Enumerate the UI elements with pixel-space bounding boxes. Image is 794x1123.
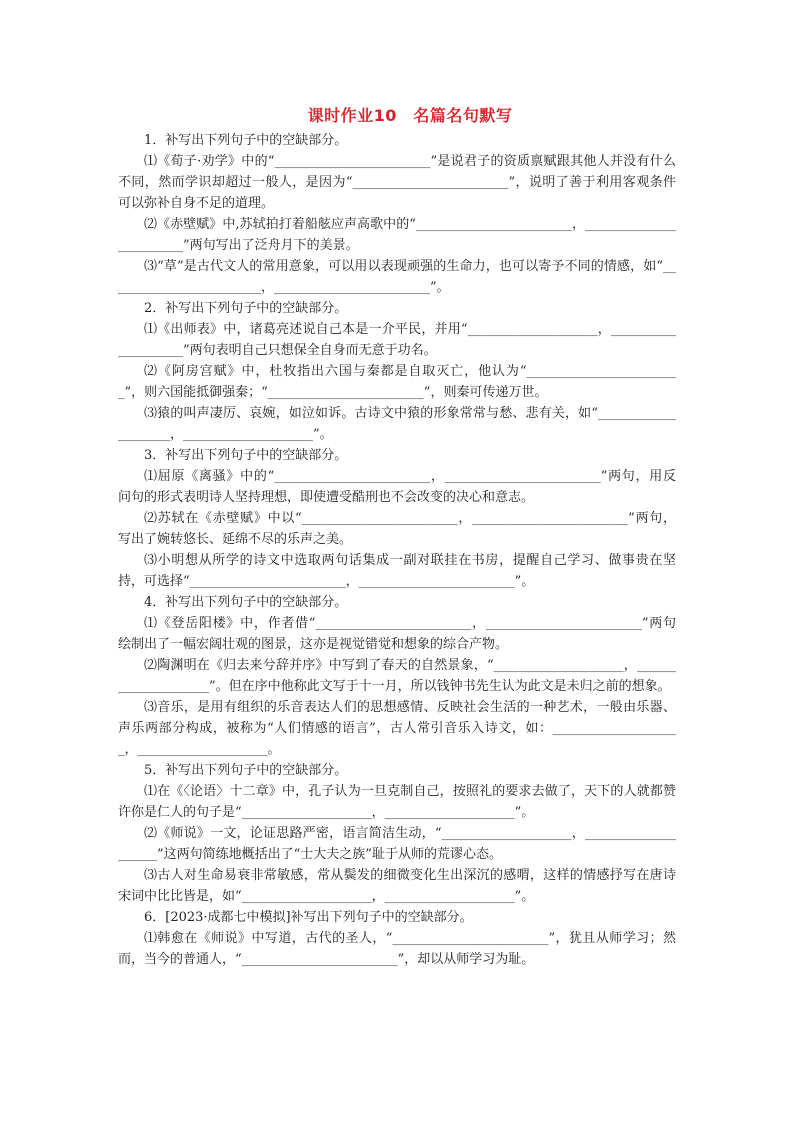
sub-question: ⑶“草”是古代文人的常用意象，可以用以表现顽强的生命力，也可以寄予不同的情感，如“________________________，________________________”。 <box>118 259 676 295</box>
worksheet-title: 课时作业10 名篇名句默写 <box>307 106 513 125</box>
question-heading: 3．补写出下列句子中的空缺部分。 <box>144 448 348 463</box>
sub-question: ⑴《荀子·劝学》中的“________________________”是说君子的资质禀赋跟其他人并没有什么不同，然而学识却超过一般人，是因为“________________________”，说明了善于利用客观条件可以弥补自身不足的道理。 <box>118 154 676 211</box>
sub-question: ⑴屈原《离骚》中的“________________________，________________________”两句，用反问句的形式表明诗人坚持理想，即使遭受酷刑也不会改变的决心和意志。 <box>118 469 676 505</box>
question-6 <box>118 907 676 970</box>
sub-question: ⑵《赤壁赋》中,苏轼拍打着船舷应声高歌中的“________________________，________________________”两句写出了泛舟月下的美景。 <box>118 217 676 253</box>
sub-question: ⑵陶渊明在《归去来兮辞并序》中写到了春天的自然景象，“____________________，____________________”。但在序中他称此文写于十一月，所以钱钟书先生认为此文是未归之前的想象。 <box>118 658 676 694</box>
sub-question: ⑵《师说》一文，论证思路严密，语言简洁生动，“____________________，____________________”这两句简练地概括出了“士大夫之族”耻于从师的荒谬心态。 <box>118 826 676 862</box>
sub-question: ⑶音乐，是用有组织的乐音表达人们的思想感情、反映社会生活的一种艺术，一般由乐器、声乐两部分构成，被称为“人们情感的语言”，古人常引音乐入诗文，如：____________________，____________________。 <box>118 700 676 757</box>
question-1 <box>118 130 676 298</box>
question-4 <box>118 592 676 760</box>
sub-question: ⑴《出师表》中，诸葛亮述说自己本是一介平民，并用“____________________，____________________”两句表明自己只想保全自身而无意于功名。 <box>118 322 676 358</box>
question-2 <box>118 298 676 445</box>
question-heading: 5．补写出下列句子中的空缺部分。 <box>144 763 348 778</box>
sub-question: ⑶古人对生命易衰非常敏感，常从鬓发的细微变化生出深沉的感喟，这样的情感抒写在唐诗宋词中比比皆是，如“____________________，____________________”。 <box>118 868 676 904</box>
question-heading: 6．[2023·成都七中模拟]补写出下列句子中的空缺部分。 <box>144 910 473 925</box>
question-heading: 2．补写出下列句子中的空缺部分。 <box>144 301 348 316</box>
question-5 <box>118 760 676 907</box>
sub-question: ⑴《登岳阳楼》中，作者借“________________________，________________________”两句绘制出了一幅宏阔壮观的图景，这亦是视觉错觉和想象的综合产物。 <box>118 616 676 652</box>
sub-question: ⑵苏轼在《赤壁赋》中以“________________________，________________________”两句，写出了婉转悠长、延绵不尽的乐声之美。 <box>118 511 676 547</box>
question-heading: 1．补写出下列句子中的空缺部分。 <box>144 133 348 148</box>
question-heading: 4．补写出下列句子中的空缺部分。 <box>144 595 348 610</box>
sub-question: ⑶小明想从所学的诗文中选取两句话集成一副对联挂在书房，提醒自己学习、做事贵在坚持，可选择“________________________，________________________”。 <box>118 553 676 589</box>
sub-question: ⑴韩愈在《师说》中写道，古代的圣人，“________________________”，犹且从师学习；然而，当今的普通人，“________________________”，却以从师学习为耻。 <box>118 931 676 967</box>
sub-question: ⑶猿的叫声凄厉、哀婉，如泣如诉。古诗文中猿的形象常常与愁、悲有关，如“____________________，____________________”。 <box>118 406 676 442</box>
worksheet-page <box>118 104 676 970</box>
question-3 <box>118 445 676 592</box>
sub-question: ⑴在《〈论语〉十二章》中，孔子认为一旦克制自己，按照礼的要求去做了，天下的人就都赞许你是仁人的句子是“____________________，____________________”。 <box>118 784 676 820</box>
sub-question: ⑵《阿房宫赋》中，杜牧指出六国与秦都是自取灭亡，他认为“________________________”，则六国能抵御强秦；“________________________”，则秦可传递万世。 <box>118 364 676 400</box>
